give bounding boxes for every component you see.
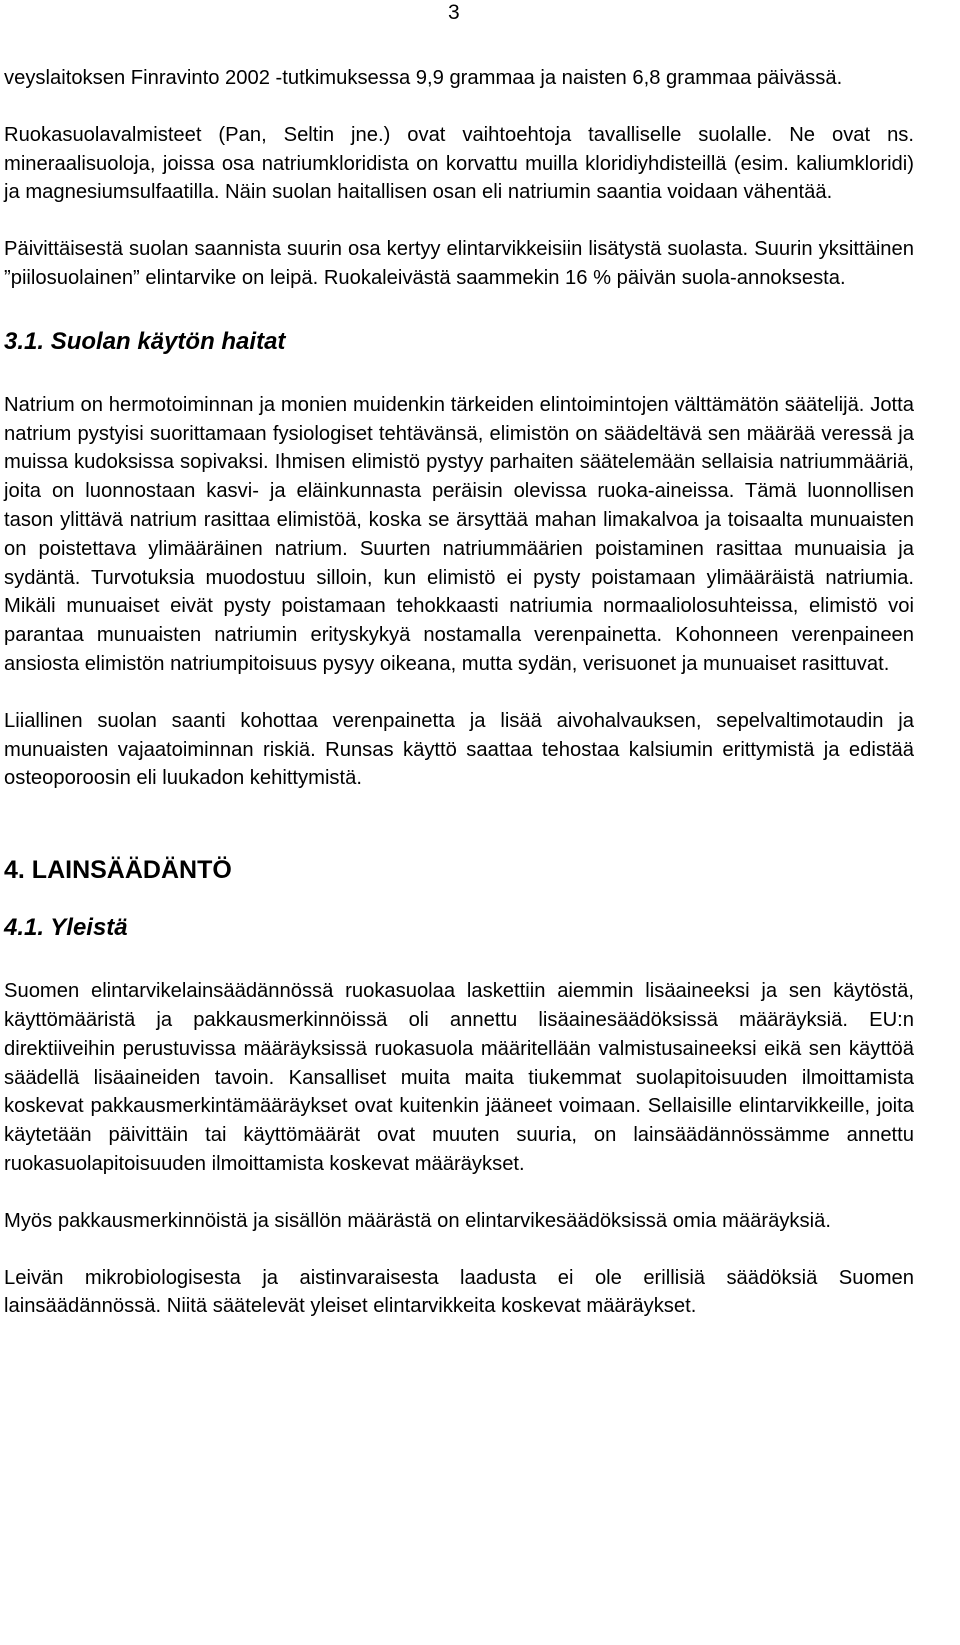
paragraph-natrium: Natrium on hermotoiminnan ja monien muidenkin tärkeiden elintoimintojen välttämätön säätelijä. Jotta natrium pystyisi suorittamaan fysiologiset tehtävänsä, elimistön on säädeltävä sen määrää veressä ja muissa kudoksissa sopivaksi. Ihmisen elimistö pystyy parhaiten säätelemään sellaisia natriummääriä, joita on luonnostaan kasvi- ja eläinkunnasta peräisin olevissa ruoka-aineissa. Tämä luonnollisen tason ylittävä natrium rasittaa elimistöä, koska se ärsyttää mahan limakalvoa ja toisaalta munuaisten on poistettava ylimääräinen natrium. Suurten natriummäärien poistaminen rasittaa munuaisia ja sydäntä. Turvotuksia muodostuu silloin, kun elimistö ei pysty poistamaan ylimääräistä natriumia. Mikäli munuaiset eivät pysty poistamaan tehokkaasti natriumia normaaliolosuhteissa, elimistö voi parantaa munuaisten natriumin erityskykyä nostamalla verenpainetta. Kohonneen verenpaineen ansiosta elimistön natriumpitoisuus pysyy oikeana, mutta sydän, verisuonet ja munuaiset rasittuvat.: [4, 393, 914, 675]
document-body: [4, 64, 914, 1321]
paragraph-gap: [4, 679, 914, 707]
paragraph-leivan-laatu: Leivän mikrobiologisesta ja aistinvaraisesta laadusta ei ole erillisiä säädöksiä Suomen lainsäädännössä. Niitä säätelevät yleiset elintarvikkeita koskevat määräykset.: [4, 1266, 914, 1318]
paragraph-gap: [4, 293, 914, 327]
paragraph-gap: [4, 943, 914, 977]
paragraph-finravinto: veyslaitoksen Finravinto 2002 -tutkimuksessa 9,9 grammaa ja naisten 6,8 grammaa päivässä.: [4, 67, 843, 89]
paragraph-elintarvikelainsaadanto: Suomen elintarvikelainsäädännössä ruokasuolaa laskettiin aiemmin lisäaineeksi ja sen käytöstä, käyttömääristä ja pakkausmerkinnöissä oli annettu lisäainesäädöksissä määräyksiä. EU:n direktiiveihin perustuvissa määräyksissä ruokasuola määritellään valmistusaineeksi eikä sen käyttöä säädellä lisäaineiden tavoin. Kansalliset muita maita tiukemmat suolapitoisuuden ilmoittamista koskevat pakkausmerkintämääräykset ovat kuitenkin jääneet voimaan. Sellaisille elintarvikkeille, joita käytetään päivittäin tai käyttömäärät ovat muuten suuria, on lainsäädännössämme annettu ruokasuolapitoisuuden ilmoittamista koskevat määräykset.: [4, 980, 914, 1175]
paragraph-ruokasuolavalmisteet: Ruokasuolavalmisteet (Pan, Seltin jne.) ovat vaihtoehtoja tavalliselle suolalle. Ne ovat ns. mineraalisuoloja, joissa osa natriumkloridista on korvattu muilla kloridiyhdisteillä (esim. kaliumkloridi) ja magnesiumsulfaatilla. Näin suolan haitallisen osan eli natriumin saantia voidaan vähentää.: [4, 123, 914, 204]
paragraph-gap: [4, 357, 914, 391]
paragraph-gap: [4, 793, 914, 855]
paragraph-liiallinen-suola: Liiallinen suolan saanti kohottaa verenpainetta ja lisää aivohalvauksen, sepelvaltimotaudin ja munuaisten vajaatoiminnan riskiä. Runsas käyttö saattaa tehostaa kalsiumin erittymistä ja edistää osteoporoosin eli luukadon kehittymistä.: [4, 709, 914, 790]
paragraph-gap: [4, 207, 914, 235]
paragraph-pakkausmerkinnat: Myös pakkausmerkinnöistä ja sisällön määrästä on elintarvikesäädöksissä omia määräyksiä.: [4, 1209, 831, 1232]
page-number: 3: [448, 1, 460, 24]
paragraph-gap: [4, 1236, 914, 1264]
heading-yleista: 4.1. Yleistä: [4, 914, 128, 942]
heading-lainsaadanto: 4. LAINSÄÄDÄNTÖ: [4, 856, 232, 885]
paragraph-paivittainen-suola: Päivittäisestä suolan saannista suurin osa kertyy elintarvikkeisiin lisätystä suolasta. Suurin yksittäinen ”piilosuolainen” elintarvike on leipä. Ruokaleivästä saammekin 16 % päivän suola-annoksesta.: [4, 238, 914, 289]
paragraph-gap: [4, 885, 914, 913]
heading-suolan-kayton-haitat: 3.1. Suolan käytön haitat: [4, 327, 286, 355]
paragraph-gap: [4, 1179, 914, 1207]
paragraph-gap: [4, 93, 914, 121]
